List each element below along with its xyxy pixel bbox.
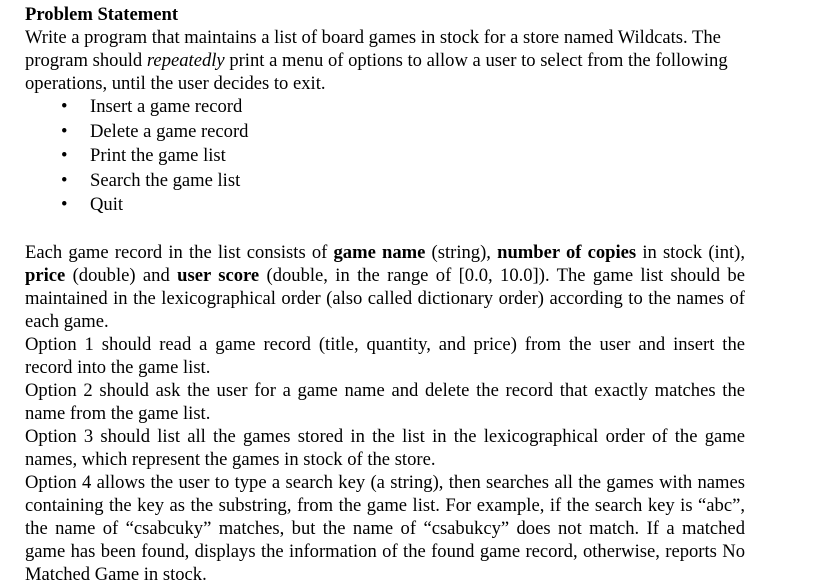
record-description-paragraph (25, 241, 745, 333)
menu-item-label: Print the game list (90, 145, 226, 167)
field-number-of-copies: number of copies (497, 241, 637, 263)
record-text: Each game record in the list consists of (25, 241, 334, 263)
paragraph-spacer (25, 218, 745, 241)
list-item (61, 193, 745, 218)
menu-item-label: Delete a game record (90, 120, 249, 142)
document-page (25, 3, 745, 586)
field-user-score: user score (177, 264, 260, 286)
field-game-name: game name (333, 241, 426, 263)
menu-item-label: Search the game list (90, 169, 241, 191)
bullet-icon: • (61, 120, 68, 142)
intro-emphasis: repeatedly (146, 50, 225, 71)
list-item (61, 169, 745, 194)
bullet-icon: • (61, 169, 68, 191)
record-text: (string), (425, 241, 498, 263)
list-item (61, 144, 745, 169)
option-4-paragraph: Option 4 allows the user to type a search key (a string), then searches all the games with names containing the key as the substring, from the game list. For example, if the search key is “abc”, the name of “csabcuky” matches, but the name of “csabukcy” does not match. If a matched game has been found, displays the information of the found game record, otherwise, reports No Matched Game in stock. (25, 471, 745, 585)
problem-statement-heading: Problem Statement (25, 4, 179, 25)
intro-text-before: Write a program that maintains a list of board games in stock for a store named Wildcats. The program should (25, 27, 721, 71)
bullet-icon: • (61, 96, 68, 117)
field-price: price (25, 264, 66, 286)
bullet-icon: • (61, 194, 68, 216)
list-item (61, 95, 745, 120)
list-item (61, 120, 745, 145)
option-3-paragraph: Option 3 should list all the games stored in the list in the lexicographical order of the game names, which represent the games in stock of the store. (25, 425, 745, 470)
record-text: (double, in the range of [0.0, 10.0]). The game list should be maintained in the lexicographical order (also called dictionary order) according to the names of each game. (25, 264, 745, 332)
record-text: in stock (int), (636, 241, 746, 263)
intro-paragraph (25, 26, 745, 95)
bullet-icon: • (61, 145, 68, 167)
menu-item-label: Quit (90, 194, 124, 216)
option-2-paragraph: Option 2 should ask the user for a game name and delete the record that exactly matches the name from the game list. (25, 379, 745, 424)
menu-options-list (25, 95, 745, 218)
intro-text-after: print a menu of options to allow a user to select from the following operations, until the user decides to exit. (25, 50, 728, 94)
option-1-paragraph: Option 1 should read a game record (title, quantity, and price) from the user and insert the record into the game list. (25, 333, 745, 378)
menu-item-label: Insert a game record (90, 96, 243, 117)
record-text: (double) and (65, 264, 178, 286)
